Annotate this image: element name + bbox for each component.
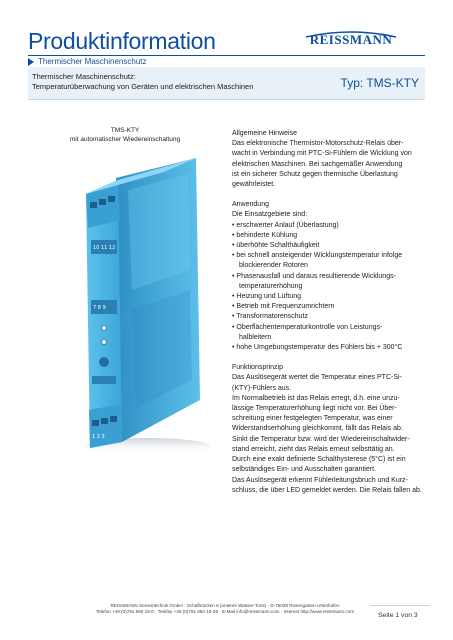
usage-item-continuation: blockierender Rotoren: [239, 262, 308, 270]
general-section: [232, 129, 437, 190]
product-type: Typ: TMS-KTY: [340, 76, 419, 90]
usage-item: • hohe Umgebungstemperatur des Fühlers bis + 300°C: [232, 344, 403, 352]
usage-list: [232, 221, 437, 354]
usage-intro: Die Einsatzgebiete sind:: [232, 211, 308, 219]
caption-description: mit automatischer Wiedereinschaltung: [69, 136, 181, 143]
usage-item: • behinderte Kühlung: [232, 231, 298, 239]
function-line: schluss, die über LED gemeldet werden. Die Relais fallen ab.: [232, 486, 422, 494]
title-divider: [28, 55, 425, 56]
usage-item: • Transformatorenschutz: [232, 313, 308, 321]
usage-title: Anwendung: [232, 201, 269, 209]
device-label-mid: 7 8 9: [93, 305, 106, 311]
product-photo: [78, 150, 218, 460]
general-line: ist ein sicherer Schutz gegen thermische Überlastung: [232, 170, 398, 178]
function-line: Im Normalbetrieb ist das Relais erregt, d.h. eine unzu-: [232, 394, 400, 402]
page-number: Seite 1 von 3: [378, 612, 418, 619]
usage-item: • erschwerter Anlauf (Überlastung): [232, 221, 339, 229]
general-line: gewährleistet.: [232, 181, 276, 189]
triangle-marker-icon: [28, 58, 34, 66]
function-line: Funktionsprinzip: [232, 364, 283, 372]
function-line: Widerstandserhöhung gleichkommt, fällt das Relais ab.: [232, 425, 403, 433]
function-line: selbständiges Ein- und Ausschalten garantiert.: [232, 466, 376, 474]
usage-item: • Heizung und Lüftung: [232, 293, 302, 301]
led-indicator-icon: [102, 340, 107, 345]
general-line: Allgemeine Hinweise: [232, 130, 297, 137]
caption-model: TMS-KTY: [110, 127, 140, 134]
led-indicator-icon: [102, 326, 107, 331]
function-line: Durch eine exakt definierte Schalthysterese (5°C) ist ein: [232, 456, 406, 464]
banner-category: Thermischer Maschinenschutz:: [32, 72, 136, 81]
general-line: wacht in Verbindung mit PTC-Si-Fühlern die Wicklung von: [232, 150, 412, 158]
banner-description: Temperaturüberwachung von Geräten und elektrischen Maschinen: [32, 82, 254, 91]
device-label-bottom: 1 2 3: [92, 434, 105, 440]
device-label-top: 10 11 12: [93, 245, 116, 251]
function-section: [232, 363, 437, 496]
function-line: stand erreicht, zieht das Relais erneut selbsttätig an.: [232, 445, 395, 453]
function-line: Sinkt die Temperatur bzw. wird der Wiedereinschaltwider-: [232, 435, 410, 443]
page-title: Produktinformation: [28, 28, 216, 54]
product-banner: [28, 67, 425, 100]
function-line: (KTY)-Fühlers aus.: [232, 384, 292, 392]
usage-item: • überhöhte Schalthäufigkeit: [232, 242, 320, 250]
company-logo: [296, 30, 406, 52]
subtitle-row: [28, 57, 146, 66]
function-line: Das Auslösegerät wertet die Temperatur eines PTC-Si-: [232, 374, 402, 382]
reset-button-icon: [99, 357, 109, 367]
function-line: lässige Temperaturerhöhung liegt nicht vor. Bei Über-: [232, 405, 397, 413]
usage-item: • Phasenausfall und daraus resultierende Wicklungs-: [232, 272, 396, 280]
footer-address: REISSMANN Sensortechnik GmbH · Schafbrücken 6 (unteres Wasser-Tons) · D-75038 Rosengarten-Uttenhofen: [110, 603, 340, 608]
footer: [90, 603, 360, 615]
main-text-column: [232, 129, 437, 496]
general-line: Das elektronische Thermistor-Motorschutz-Relais über-: [232, 140, 404, 148]
footer-contact: Telefon +49 (0)791 950 15-0 · Telefax +49 (0)791 950 15-29 · E-Mail info@reissmann.com · Internet http://www.reissmann.com: [95, 609, 355, 615]
usage-item-continuation: temperaturerhöhung: [239, 282, 303, 290]
footer-divider: [370, 605, 430, 606]
usage-section: [232, 200, 437, 353]
usage-item: • Betrieb mit Frequenzumrichtern: [232, 303, 335, 311]
usage-item: • Oberflächentemperaturkontrolle von Leistungs-: [232, 323, 383, 331]
function-line: Das Auslösegerät erkennt Fühlerleitungsbruch und Kurz-: [232, 476, 408, 484]
usage-item-continuation: halbleitern: [239, 333, 272, 341]
usage-item: • bei schnell ansteigender Wicklungstemperatur infolge: [232, 252, 403, 260]
logo-text: REISSMANN: [309, 32, 393, 47]
page-subtitle: Thermischer Maschinenschutz: [38, 57, 147, 66]
function-line: schreitung einer festgelegten Temperatur, was einer: [232, 415, 393, 423]
image-caption: [30, 126, 220, 144]
general-line: elektrischen Maschinen. Bei sachgemäßer Anwendung: [232, 160, 403, 168]
